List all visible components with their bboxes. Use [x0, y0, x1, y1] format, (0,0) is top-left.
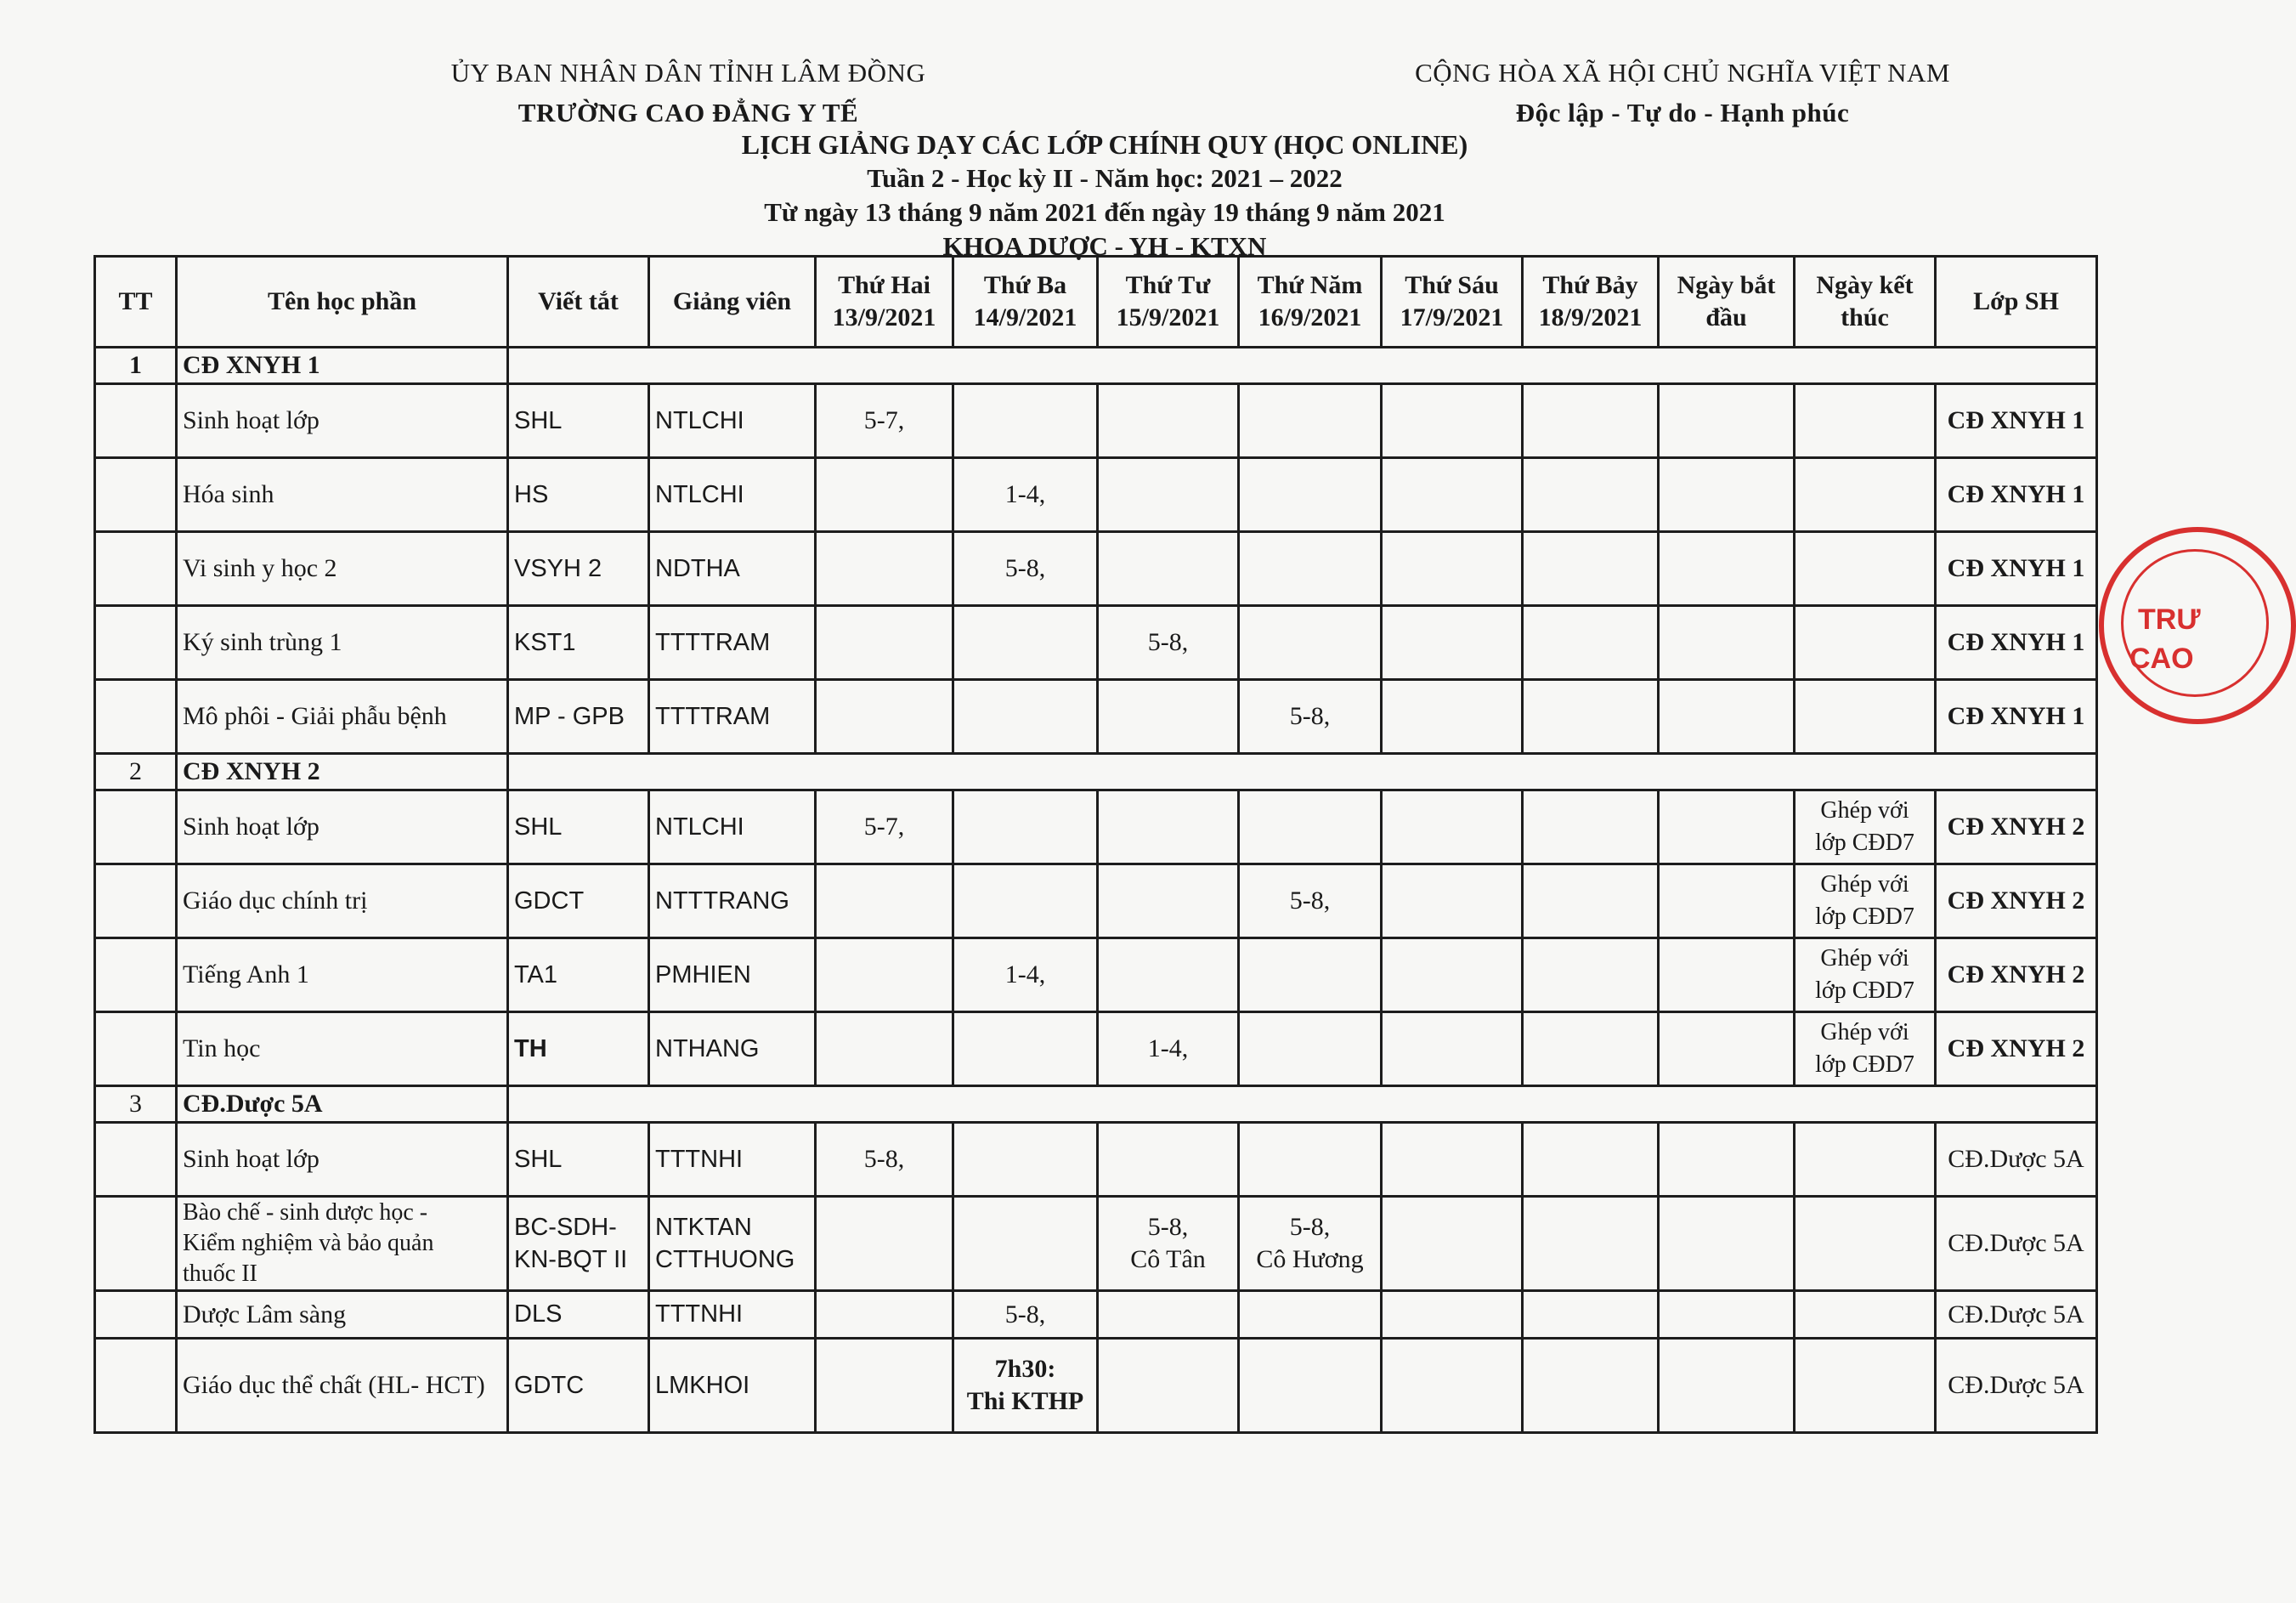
department-name: KHOA DƯỢC - YH - KTXN [942, 231, 1267, 261]
col-sat [1523, 257, 1659, 348]
cell-wed [1098, 1123, 1239, 1197]
cell-fri [1382, 1339, 1523, 1433]
cell-thu [1239, 532, 1382, 606]
cell-end [1795, 1012, 1936, 1086]
cell-abbr: HS [508, 458, 649, 532]
cell-mon [816, 680, 953, 754]
group-row [95, 1086, 2097, 1123]
cell-subject: Sinh hoạt lớp [177, 384, 508, 458]
cell-tt [95, 458, 177, 532]
cell-thu [1239, 384, 1382, 458]
cell-fri [1382, 938, 1523, 1012]
cell-fri [1382, 532, 1523, 606]
cell-teacher: LMKHOI [649, 1339, 816, 1433]
cell-teacher: TTTTRAM [649, 606, 816, 680]
cell-end-line2: lớp CĐD7 [1815, 830, 1914, 856]
cell-end [1795, 1339, 1936, 1433]
header-row [95, 257, 2097, 348]
table-row [95, 532, 2097, 606]
cell-abbr: DLS [508, 1291, 649, 1339]
cell-subject: Sinh hoạt lớp [177, 1123, 508, 1197]
cell-wed: 1-4, [1098, 1012, 1239, 1086]
cell-start [1659, 864, 1795, 938]
cell-start [1659, 606, 1795, 680]
cell-class: CĐ.Dược 5A [1936, 1123, 2097, 1197]
cell-start [1659, 1291, 1795, 1339]
cell-end [1795, 680, 1936, 754]
cell-start [1659, 1197, 1795, 1291]
cell-teacher: NTLCHI [649, 458, 816, 532]
cell-wed [1098, 1197, 1239, 1291]
cell-mon [816, 1012, 953, 1086]
table-row [95, 458, 2097, 532]
group-tt: 1 [95, 348, 177, 384]
cell-fri [1382, 458, 1523, 532]
cell-start [1659, 458, 1795, 532]
cell-fri [1382, 1291, 1523, 1339]
cell-end [1795, 458, 1936, 532]
cell-subject: Sinh hoạt lớp [177, 790, 508, 864]
group-filler [508, 754, 2097, 790]
cell-thu [1239, 1339, 1382, 1433]
stamp-text-1: TRƯ [2138, 603, 2201, 636]
cell-tue [953, 384, 1098, 458]
table-row [95, 864, 2097, 938]
group-row [95, 754, 2097, 790]
cell-abbr [508, 1197, 649, 1291]
cell-abbr: GDCT [508, 864, 649, 938]
cell-tue [953, 1012, 1098, 1086]
cell-teacher: NDTHA [649, 532, 816, 606]
cell-wed [1098, 458, 1239, 532]
cell-wed-line1: 5-8, [1147, 1213, 1189, 1241]
cell-tt [95, 1339, 177, 1433]
cell-mon [816, 1291, 953, 1339]
cell-end [1795, 384, 1936, 458]
cell-tt [95, 384, 177, 458]
cell-mon: 5-7, [816, 790, 953, 864]
col-wed [1098, 257, 1239, 348]
cell-start [1659, 1339, 1795, 1433]
cell-fri [1382, 1197, 1523, 1291]
cell-thu-line2: Cô Hương [1256, 1245, 1364, 1273]
col-mon-day: Thứ Hai [838, 271, 930, 299]
col-teacher: Giảng viên [649, 257, 816, 348]
cell-mon [816, 938, 953, 1012]
cell-class: CĐ XNYH 1 [1936, 606, 2097, 680]
cell-end [1795, 1291, 1936, 1339]
cell-teacher-line1: NTKTAN [655, 1214, 752, 1241]
cell-sat [1523, 458, 1659, 532]
table-row [95, 606, 2097, 680]
cell-tue-line2: Thi KTHP [966, 1387, 1084, 1415]
cell-fri [1382, 680, 1523, 754]
cell-sat [1523, 864, 1659, 938]
cell-mon [816, 1339, 953, 1433]
cell-subject: Vi sinh y học 2 [177, 532, 508, 606]
cell-tue [953, 790, 1098, 864]
cell-thu [1239, 938, 1382, 1012]
cell-thu-line1: 5-8, [1289, 1213, 1331, 1241]
cell-tue: 1-4, [953, 938, 1098, 1012]
cell-start [1659, 1123, 1795, 1197]
col-abbr: Viết tắt [508, 257, 649, 348]
col-fri-day: Thứ Sáu [1405, 271, 1499, 299]
cell-abbr-line1: BC-SDH- [514, 1214, 617, 1241]
cell-abbr: VSYH 2 [508, 532, 649, 606]
cell-thu [1239, 1291, 1382, 1339]
cell-sat [1523, 1339, 1659, 1433]
cell-wed-line2: Cô Tân [1130, 1245, 1206, 1273]
semester-line: Tuần 2 - Học kỳ II - Năm học: 2021 – 2022 [867, 163, 1343, 193]
cell-teacher: NTLCHI [649, 384, 816, 458]
cell-end-line2: lớp CĐD7 [1815, 977, 1914, 1004]
national-header [1343, 53, 2022, 133]
cell-tt [95, 680, 177, 754]
cell-tue [953, 606, 1098, 680]
cell-abbr: SHL [508, 790, 649, 864]
cell-mon: 5-7, [816, 384, 953, 458]
cell-abbr: KST1 [508, 606, 649, 680]
col-start-line1: Ngày bắt [1677, 271, 1776, 299]
cell-class: CĐ XNYH 1 [1936, 384, 2097, 458]
cell-end-line1: Ghép với [1820, 1019, 1909, 1045]
group-row [95, 348, 2097, 384]
cell-sat [1523, 680, 1659, 754]
cell-sat [1523, 384, 1659, 458]
cell-start [1659, 384, 1795, 458]
cell-teacher: TTTNHI [649, 1291, 816, 1339]
col-sat-date: 18/9/2021 [1538, 303, 1643, 331]
cell-teacher: NTLCHI [649, 790, 816, 864]
col-thu-day: Thứ Năm [1257, 271, 1363, 299]
cell-class: CĐ.Dược 5A [1936, 1291, 2097, 1339]
cell-tue [953, 1339, 1098, 1433]
table-row [95, 1197, 2097, 1291]
cell-end-line1: Ghép với [1820, 797, 1909, 824]
cell-subject: Giáo dục thể chất (HL- HCT) [177, 1339, 508, 1433]
col-sat-day: Thứ Bảy [1542, 271, 1638, 299]
school-name: TRƯỜNG CAO ĐẲNG Y TẾ [517, 98, 859, 127]
group-tt: 2 [95, 754, 177, 790]
schedule-table [93, 255, 2098, 1434]
col-thu [1239, 257, 1382, 348]
cell-tt [95, 864, 177, 938]
cell-wed [1098, 790, 1239, 864]
cell-abbr: TH [508, 1012, 649, 1086]
col-fri-date: 17/9/2021 [1400, 303, 1504, 331]
table-row [95, 384, 2097, 458]
cell-abbr-line2: KN-BQT II [514, 1246, 628, 1273]
cell-class: CĐ XNYH 2 [1936, 790, 2097, 864]
cell-fri [1382, 864, 1523, 938]
cell-sat [1523, 606, 1659, 680]
cell-start [1659, 680, 1795, 754]
cell-class: CĐ XNYH 2 [1936, 864, 2097, 938]
cell-teacher [649, 1197, 816, 1291]
col-wed-date: 15/9/2021 [1116, 303, 1220, 331]
cell-teacher: PMHIEN [649, 938, 816, 1012]
cell-wed [1098, 680, 1239, 754]
cell-class: CĐ.Dược 5A [1936, 1197, 2097, 1291]
cell-tt [95, 790, 177, 864]
cell-tue: 5-8, [953, 1291, 1098, 1339]
document-title: LỊCH GIẢNG DẠY CÁC LỚP CHÍNH QUY (HỌC ONLINE) [741, 129, 1468, 160]
cell-wed [1098, 532, 1239, 606]
cell-teacher: TTTNHI [649, 1123, 816, 1197]
col-end-line2: thúc [1841, 303, 1889, 331]
cell-subject-line3: thuốc II [183, 1260, 257, 1287]
stamp-text-2: CAO [2129, 643, 2194, 675]
cell-teacher: NTTTRANG [649, 864, 816, 938]
cell-tue [953, 1123, 1098, 1197]
cell-tue-line1: 7h30: [994, 1355, 1056, 1383]
cell-wed [1098, 384, 1239, 458]
group-name: CĐ.Dược 5A [177, 1086, 508, 1123]
cell-teacher: TTTTRAM [649, 680, 816, 754]
cell-end [1795, 790, 1936, 864]
cell-start [1659, 1012, 1795, 1086]
cell-tue: 5-8, [953, 532, 1098, 606]
cell-tt [95, 1197, 177, 1291]
schedule-table-wrapper [93, 255, 2095, 1434]
cell-abbr: TA1 [508, 938, 649, 1012]
document-titles [595, 127, 1615, 263]
cell-end [1795, 864, 1936, 938]
cell-mon: 5-8, [816, 1123, 953, 1197]
group-name: CĐ XNYH 1 [177, 348, 508, 384]
cell-teacher: NTHANG [649, 1012, 816, 1086]
col-tt: TT [95, 257, 177, 348]
cell-thu [1239, 790, 1382, 864]
cell-sat [1523, 1291, 1659, 1339]
cell-wed [1098, 1339, 1239, 1433]
cell-wed [1098, 864, 1239, 938]
cell-subject [177, 1197, 508, 1291]
table-row [95, 680, 2097, 754]
group-filler [508, 1086, 2097, 1123]
col-subject: Tên học phần [177, 257, 508, 348]
cell-tue [953, 680, 1098, 754]
cell-subject-line2: Kiểm nghiệm và bảo quản [183, 1230, 434, 1256]
cell-wed [1098, 1291, 1239, 1339]
cell-fri [1382, 1012, 1523, 1086]
group-tt: 3 [95, 1086, 177, 1123]
cell-thu [1239, 458, 1382, 532]
cell-abbr: MP - GPB [508, 680, 649, 754]
col-wed-day: Thứ Tư [1125, 271, 1211, 299]
cell-subject: Dược Lâm sàng [177, 1291, 508, 1339]
cell-sat [1523, 938, 1659, 1012]
agency-header [374, 53, 1003, 133]
cell-subject: Giáo dục chính trị [177, 864, 508, 938]
cell-class: CĐ XNYH 1 [1936, 680, 2097, 754]
cell-fri [1382, 606, 1523, 680]
col-tue [953, 257, 1098, 348]
cell-class: CĐ XNYH 2 [1936, 938, 2097, 1012]
cell-abbr: SHL [508, 1123, 649, 1197]
col-class: Lớp SH [1936, 257, 2097, 348]
cell-mon [816, 458, 953, 532]
table-row [95, 1291, 2097, 1339]
cell-tt [95, 606, 177, 680]
cell-sat [1523, 790, 1659, 864]
col-tue-date: 14/9/2021 [973, 303, 1077, 331]
national-motto: Độc lập - Tự do - Hạnh phúc [1515, 98, 1850, 127]
cell-end [1795, 1123, 1936, 1197]
cell-class: CĐ XNYH 1 [1936, 532, 2097, 606]
table-row [95, 938, 2097, 1012]
cell-mon [816, 606, 953, 680]
cell-sat [1523, 532, 1659, 606]
cell-thu: 5-8, [1239, 864, 1382, 938]
cell-end-line2: lớp CĐD7 [1815, 1051, 1914, 1078]
cell-thu [1239, 1123, 1382, 1197]
cell-abbr: GDTC [508, 1339, 649, 1433]
cell-end [1795, 606, 1936, 680]
date-range: Từ ngày 13 tháng 9 năm 2021 đến ngày 19 tháng 9 năm 2021 [764, 197, 1445, 227]
cell-thu [1239, 1012, 1382, 1086]
cell-mon [816, 532, 953, 606]
cell-sat [1523, 1123, 1659, 1197]
cell-start [1659, 532, 1795, 606]
cell-tue: 1-4, [953, 458, 1098, 532]
col-end-line1: Ngày kết [1816, 271, 1914, 299]
cell-tt [95, 1123, 177, 1197]
cell-sat [1523, 1197, 1659, 1291]
cell-start [1659, 938, 1795, 1012]
cell-class: CĐ XNYH 2 [1936, 1012, 2097, 1086]
cell-subject: Ký sinh trùng 1 [177, 606, 508, 680]
col-mon-date: 13/9/2021 [832, 303, 936, 331]
cell-end [1795, 938, 1936, 1012]
cell-class: CĐ XNYH 1 [1936, 458, 2097, 532]
agency-name: ỦY BAN NHÂN DÂN TỈNH LÂM ĐỒNG [450, 58, 926, 88]
cell-thu [1239, 606, 1382, 680]
col-tue-day: Thứ Ba [983, 271, 1067, 299]
cell-sat [1523, 1012, 1659, 1086]
cell-start [1659, 790, 1795, 864]
cell-subject: Hóa sinh [177, 458, 508, 532]
cell-tt [95, 1012, 177, 1086]
cell-tt [95, 532, 177, 606]
col-start [1659, 257, 1795, 348]
official-stamp [2099, 527, 2296, 724]
col-mon [816, 257, 953, 348]
table-row [95, 1123, 2097, 1197]
cell-tt [95, 938, 177, 1012]
cell-fri [1382, 790, 1523, 864]
cell-teacher-line2: CTTHUONG [655, 1246, 795, 1273]
col-fri [1382, 257, 1523, 348]
cell-abbr: SHL [508, 384, 649, 458]
cell-mon [816, 864, 953, 938]
cell-mon [816, 1197, 953, 1291]
cell-end [1795, 532, 1936, 606]
cell-subject: Tiếng Anh 1 [177, 938, 508, 1012]
cell-end-line1: Ghép với [1820, 871, 1909, 898]
national-title: CỘNG HÒA XÃ HỘI CHỦ NGHĨA VIỆT NAM [1415, 58, 1950, 88]
col-start-line2: đầu [1705, 303, 1747, 331]
cell-end [1795, 1197, 1936, 1291]
cell-tt [95, 1291, 177, 1339]
cell-subject-line1: Bào chế - sinh dược học - [183, 1199, 428, 1226]
cell-fri [1382, 1123, 1523, 1197]
col-thu-date: 16/9/2021 [1258, 303, 1362, 331]
table-row [95, 790, 2097, 864]
col-end [1795, 257, 1936, 348]
cell-subject: Mô phôi - Giải phẫu bệnh [177, 680, 508, 754]
table-row [95, 1339, 2097, 1433]
cell-fri [1382, 384, 1523, 458]
cell-thu: 5-8, [1239, 680, 1382, 754]
cell-wed [1098, 938, 1239, 1012]
cell-class: CĐ.Dược 5A [1936, 1339, 2097, 1433]
cell-tue [953, 864, 1098, 938]
cell-end-line2: lớp CĐD7 [1815, 903, 1914, 930]
table-row [95, 1012, 2097, 1086]
cell-thu [1239, 1197, 1382, 1291]
cell-tue [953, 1197, 1098, 1291]
group-filler [508, 348, 2097, 384]
group-name: CĐ XNYH 2 [177, 754, 508, 790]
cell-wed: 5-8, [1098, 606, 1239, 680]
cell-subject: Tin học [177, 1012, 508, 1086]
cell-end-line1: Ghép với [1820, 945, 1909, 971]
